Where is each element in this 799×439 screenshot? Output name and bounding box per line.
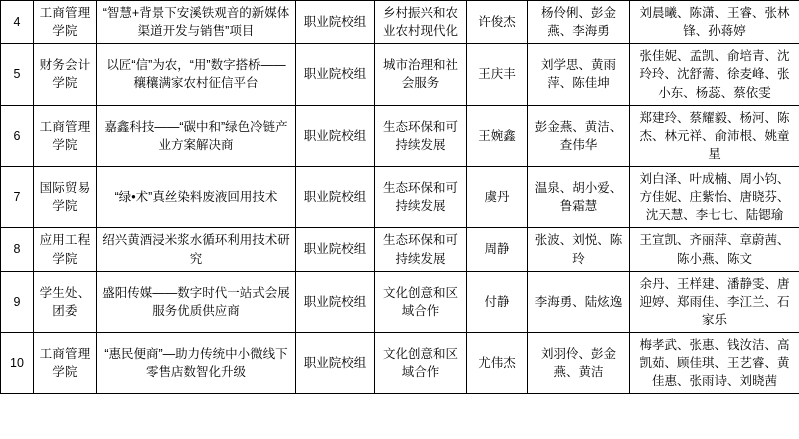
cell-college: 国际贸易学院 — [34, 167, 97, 228]
cell-field: 生态环保和可持续发展 — [375, 167, 467, 228]
cell-field: 生态环保和可持续发展 — [375, 105, 467, 166]
cell-members: 温泉、胡小爱、鲁霜慧 — [528, 167, 630, 228]
cell-advisors: 梅孝武、张惠、钱汝洁、高凯茹、顾佳琪、王艺睿、黄佳惠、张雨诗、刘晓茜 — [630, 333, 799, 394]
cell-leader: 王婉鑫 — [467, 105, 528, 166]
cell-college: 工商管理学院 — [34, 333, 97, 394]
cell-track: 职业院校组 — [296, 228, 375, 271]
cell-field: 文化创意和区域合作 — [375, 333, 467, 394]
cell-college: 应用工程学院 — [34, 228, 97, 271]
cell-field: 城市治理和社会服务 — [375, 44, 467, 105]
cell-sequence-number: 8 — [1, 228, 34, 271]
cell-advisors: 王宣凯、齐丽萍、章蔚茜、陈小燕、陈文 — [630, 228, 799, 271]
cell-project-name: 嘉鑫科技——“碳中和”绿色冷链产业方案解决商 — [97, 105, 296, 166]
cell-track: 职业院校组 — [296, 167, 375, 228]
cell-project-name: 绍兴黄酒浸米浆水循环利用技术研究 — [97, 228, 296, 271]
cell-advisors: 刘白泽、叶成楠、周小钧、方佳妮、庄紫怡、唐晓芬、沈天慧、李七七、陆锶瑜 — [630, 167, 799, 228]
table-row — [1, 228, 799, 271]
cell-field: 生态环保和可持续发展 — [375, 228, 467, 271]
cell-members: 刘羽伶、彭金燕、黄洁 — [528, 333, 630, 394]
cell-sequence-number: 6 — [1, 105, 34, 166]
cell-sequence-number: 4 — [1, 1, 34, 44]
cell-leader: 许俊杰 — [467, 1, 528, 44]
cell-track: 职业院校组 — [296, 333, 375, 394]
cell-members: 张波、刘悦、陈玲 — [528, 228, 630, 271]
cell-leader: 虞丹 — [467, 167, 528, 228]
table-row — [1, 333, 799, 394]
cell-leader: 王庆丰 — [467, 44, 528, 105]
cell-track: 职业院校组 — [296, 1, 375, 44]
cell-field: 乡村振兴和农业农村现代化 — [375, 1, 467, 44]
cell-project-name: 以匠“信”为农，“用”数字搭桥——穰穰满家农村征信平台 — [97, 44, 296, 105]
cell-project-name: “智慧+背景下安溪铁观音的新媒体渠道开发与销售”项目 — [97, 1, 296, 44]
cell-track: 职业院校组 — [296, 105, 375, 166]
cell-members: 彭金燕、黄洁、查伟华 — [528, 105, 630, 166]
cell-project-name: 盛阳传媒——数字时代一站式会展服务优质供应商 — [97, 271, 296, 332]
cell-leader: 付静 — [467, 271, 528, 332]
cell-track: 职业院校组 — [296, 44, 375, 105]
table-row — [1, 105, 799, 166]
table-row — [1, 271, 799, 332]
cell-advisors: 余丹、王样建、潘静雯、唐迎婷、郑雨佳、李江兰、石家乐 — [630, 271, 799, 332]
cell-college: 财务会计学院 — [34, 44, 97, 105]
cell-sequence-number: 9 — [1, 271, 34, 332]
cell-college: 工商管理学院 — [34, 105, 97, 166]
cell-advisors: 张佳妮、孟凯、俞培青、沈玲玲、沈舒薷、徐麦峰、张小东、杨蕊、蔡依雯 — [630, 44, 799, 105]
cell-sequence-number: 7 — [1, 167, 34, 228]
table-row — [1, 1, 799, 44]
cell-advisors: 刘晨曦、陈潇、王睿、张林锋、孙蒋婷 — [630, 1, 799, 44]
cell-members: 杨伶俐、彭金燕、李海勇 — [528, 1, 630, 44]
cell-members: 李海勇、陆炫逸 — [528, 271, 630, 332]
cell-project-name: “绿•术”真丝染料废液回用技术 — [97, 167, 296, 228]
table-row — [1, 167, 799, 228]
cell-track: 职业院校组 — [296, 271, 375, 332]
table-body — [1, 1, 799, 394]
cell-college: 工商管理学院 — [34, 1, 97, 44]
cell-sequence-number: 10 — [1, 333, 34, 394]
cell-advisors: 郑建玲、蔡耀毅、杨河、陈杰、林元祥、俞沛根、姚童星 — [630, 105, 799, 166]
cell-project-name: “惠民便商”—助力传统中小微线下零售店数智化升级 — [97, 333, 296, 394]
cell-leader: 周静 — [467, 228, 528, 271]
table-row — [1, 44, 799, 105]
cell-sequence-number: 5 — [1, 44, 34, 105]
cell-leader: 尤伟杰 — [467, 333, 528, 394]
cell-field: 文化创意和区域合作 — [375, 271, 467, 332]
cell-college: 学生处、团委 — [34, 271, 97, 332]
cell-members: 刘学思、黄雨萍、陈佳坤 — [528, 44, 630, 105]
